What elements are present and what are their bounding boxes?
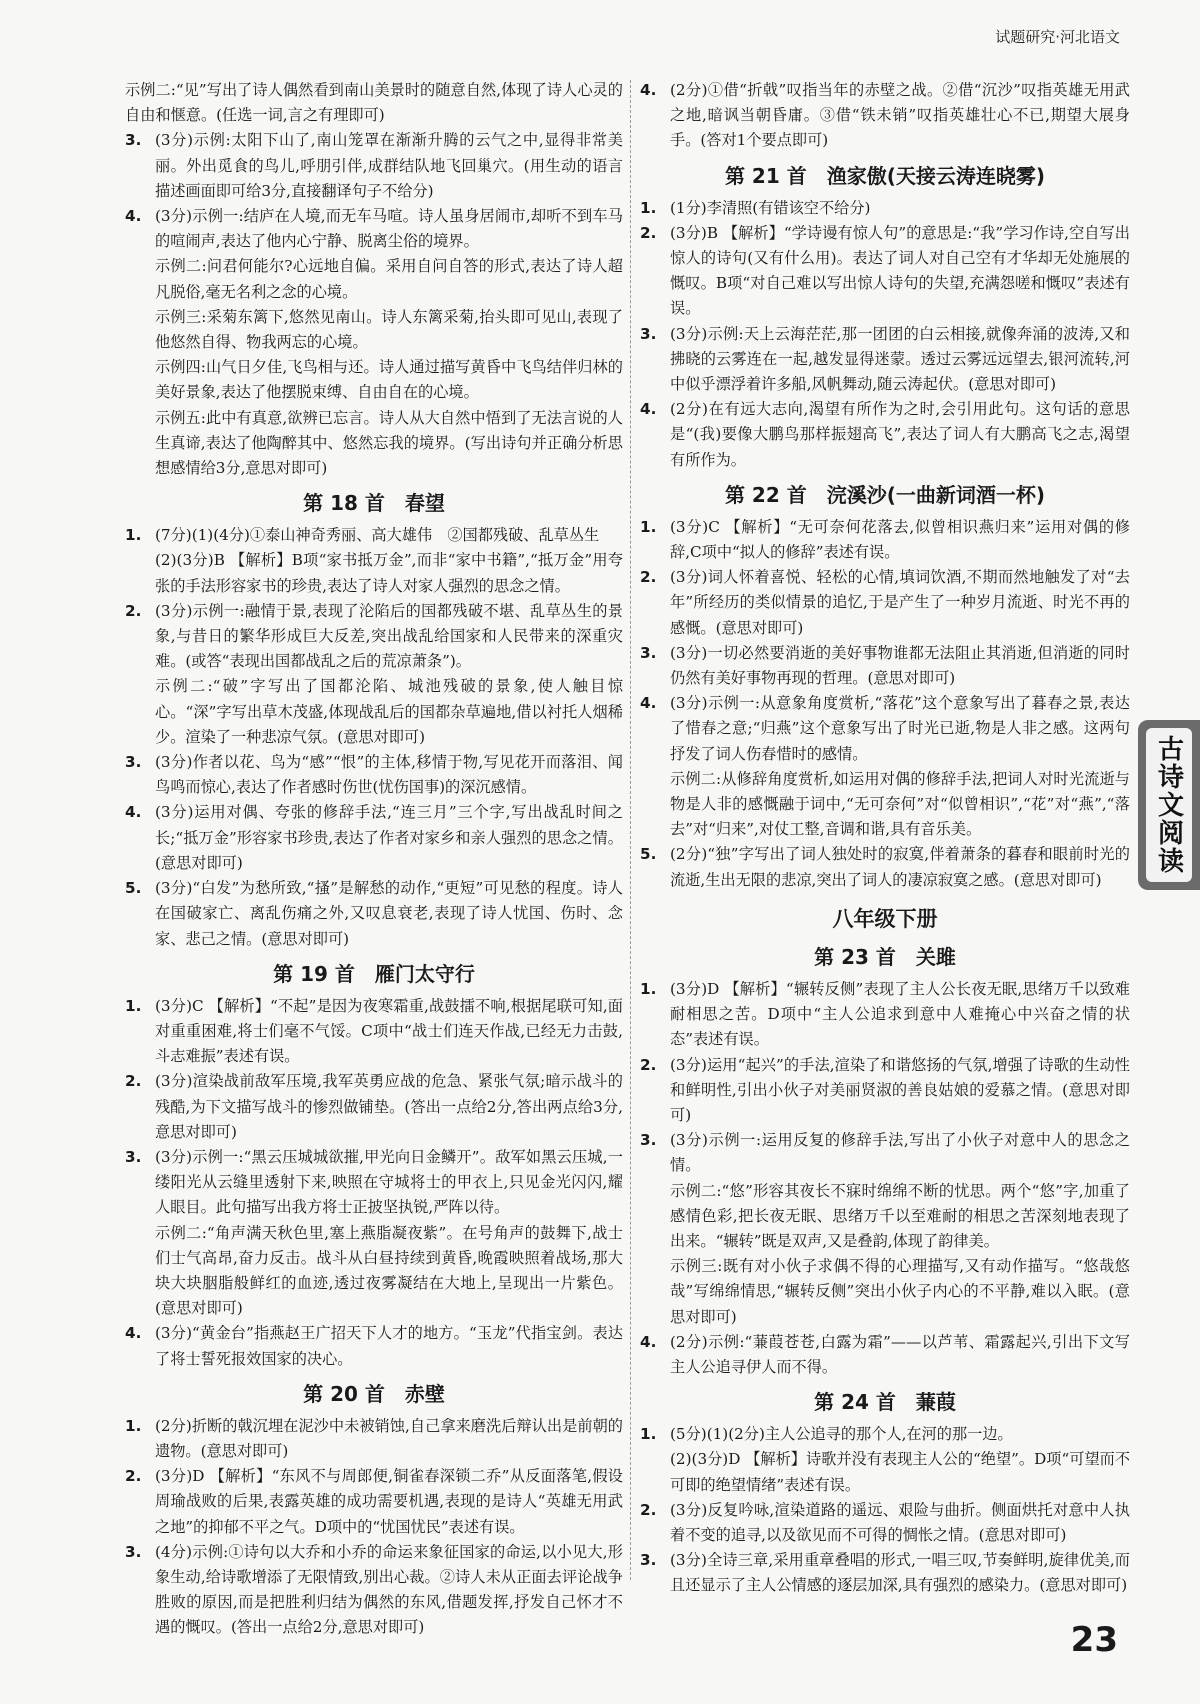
answer-line: 示例三:既有对小伙子求偶不得的心理描写,又有动作描写。“悠哉悠哉”写绵绵情思,“辗转反侧”突出小伙子内心的不平静,难以入眠。(意思对即可) — [670, 1257, 1130, 1326]
question-3: 3. (4分)示例:①诗句以大乔和小乔的命运来象征国家的命运,以小见大,形象生动,给诗歌增添了无限情致,别出心裁。②诗人未从正面去评论战争胜败的原因,而是把胜利归结为偶然的东风,借题发挥,抒发自己怀才不遇的慨叹。(答出一点给2分,意思对即可) — [125, 1542, 623, 1637]
answer-line: 示例二:从修辞角度赏析,如运用对偶的修辞手法,把词人对时光流逝与物是人非的感慨融于词中,“无可奈何”对“似曾相识”,“花”对“燕”,“落去”对“归来”,对仗工整,音调和谐,具有音乐美。 — [670, 769, 1130, 839]
answer-line: 示例二:“破”字写出了国都沦陷、城池残破的景象,使人触目惊心。“深”字写出草木茂盛,体现战乱后的国都杂草遍地,借以衬托人烟稀少。渲染了一种悲凉气氛。(意思对即可) — [155, 677, 623, 746]
question-5: 5. (3分)“白发”为愁所致,“搔”是解愁的动作,“更短”可见愁的程度。诗人在国破家亡、离乱伤痛之外,又叹息衰老,表现了诗人忧国、伤时、念家、悲己之情。(意思对即可) — [125, 879, 623, 948]
answer-line: 示例二:“角声满天秋色里,塞上燕脂凝夜紫”。在号角声的鼓舞下,战士们士气高昂,奋力反击。战斗从白昼持续到黄昏,晚霞映照着战场,那大块大块胭脂般鲜红的血迹,透过夜雾凝结在大地上,呈现出一片紫色。(意思对即可) — [155, 1223, 623, 1318]
question-4: 4. (3分)运用对偶、夸张的修辞手法,“连三月”三个字,写出战乱时间之长;“抵万金”形容家书珍贵,表达了作者对家乡和亲人强烈的思念之情。(意思对即可) — [125, 803, 623, 872]
side-tab-label: 古诗文阅读 — [1146, 728, 1192, 882]
side-tab — [1138, 720, 1200, 890]
question-4: 4. (2分)在有远大志向,渴望有所作为之时,会引用此句。这句话的意思是“(我)要像大鹏鸟那样振翅高飞”,表达了词人有大鹏高飞之志,渴望有所作为。 — [640, 400, 1130, 469]
question-4: 4. (3分)“黄金台”指燕赵王广招天下人才的地方。“玉龙”代指宝剑。表达了将士誓死报效国家的决心。 — [125, 1324, 623, 1368]
question-3: 3. (3分)示例:天上云海茫茫,那一团团的白云相接,就像奔涌的波涛,又和拂晓的云雾连在一起,越发显得迷蒙。透过云雾远远望去,银河流转,河中似乎漂浮着许多船,风帆舞动,随云涛起伏。(意思对即可) — [640, 324, 1130, 394]
question-4: 4. (3分)示例一:结庐在人境,而无车马喧。诗人虽身居闹市,却听不到车马的喧闹声,表达了他内心宁静、脱离尘俗的境界。 — [125, 207, 623, 251]
intro-paragraph: 示例二:“见”写出了诗人偶然看到南山美景时的随意自然,体现了诗人心灵的自由和惬意。(任选一词,言之有理即可) — [125, 81, 623, 125]
question-4: 4. (2分)①借“折戟”叹指当年的赤壁之战。②借“沉沙”叹指英雄无用武之地,暗讽当朝昏庸。③借“铁未销”叹指英雄壮心不已,期望大展身手。(答对1个要点即可) — [640, 81, 1130, 150]
answer-line: 示例二:“悠”形容其夜长不寐时绵绵不断的忧思。两个“悠”字,加重了感情色彩,把长夜无眠、思绪万千以至难耐的相思之苦深刻地表现了出来。“辗转”既是双声,又是叠韵,体现了韵律美。 — [670, 1181, 1130, 1250]
question-1: 1. (3分)C 【解析】“不起”是因为夜寒霜重,战鼓擂不响,根据尾联可知,面对重重困难,将士们毫不气馁。C项中“战士们连天作战,已经无力击鼓,斗志难振”表述有误。 — [125, 996, 623, 1066]
section-title-24: 第 24 首 蒹葭 — [814, 1390, 956, 1415]
question-3: 3. (3分)全诗三章,采用重章叠唱的形式,一唱三叹,节奏鲜明,旋律优美,而且还显示了主人公情感的逐层加深,具有强烈的感染力。(意思对即可) — [640, 1551, 1130, 1595]
question-2: 2. (3分)运用“起兴”的手法,渲染了和谐悠扬的气氛,增强了诗歌的生动性和鲜明性,引出小伙子对美丽贤淑的善良姑娘的爱慕之情。(意思对即可) — [640, 1055, 1130, 1124]
section-title-23: 第 23 首 关雎 — [814, 944, 956, 969]
question-2: 2. (3分)示例一:融情于景,表现了沦陷后的国都残破不堪、乱草丛生的景象,与昔日的繁华形成巨大反差,突出战乱给国家和人民带来的深重灾难。(或答“表现出国都战乱之后的荒凉萧条”)。 — [125, 601, 623, 671]
question-1: 1. (7分)(1)(4分)①泰山神奇秀丽、高大雄伟 ②国都残破、乱草丛生 — [125, 526, 600, 545]
section-title-19: 第 19 首 雁门太守行 — [273, 961, 475, 986]
grade-heading: 八年级下册 — [832, 906, 938, 931]
question-4: 4. (2分)示例:“蒹葭苍苍,白露为霜”——以芦苇、霜露起兴,引出下文写主人公追寻伊人而不得。 — [640, 1332, 1130, 1376]
answer-line: 示例三:采菊东篱下,悠然见南山。诗人东篱采菊,抬头即可见山,表现了他悠然自得、物我两忘的心境。 — [155, 307, 623, 352]
column-divider — [630, 80, 631, 1580]
section-title-21: 第 21 首 渔家傲(天接云涛连晓雾) — [724, 163, 1046, 188]
question-1: 1. (3分)D 【解析】“辗转反侧”表现了主人公长夜无眠,思绪万千以致难耐相思之苦。D项中“主人公追求到意中人难掩心中兴奋之情的状态”表述有误。 — [640, 979, 1130, 1049]
page-number: 23 — [1070, 1620, 1118, 1660]
question-1: 1. (5分)(1)(2分)主人公追寻的那个人,在河的那一边。 — [640, 1425, 1013, 1444]
answer-line: (2)(3分)B 【解析】B项“家书抵万金”,而非“家中书籍”,“抵万金”用夸张的手法形容家书的珍贵,表达了诗人对家人强烈的思念之情。 — [155, 551, 623, 595]
question-3: 3. (3分)作者以花、鸟为“感”“恨”的主体,移情于物,写见花开而落泪、闻鸟鸣而惊心,表达了作者感时伤世(忧伤国事)的深沉感情。 — [125, 753, 623, 797]
left-column — [125, 78, 623, 1641]
question-3: 3. (3分)一切必然要消逝的美好事物谁都无法阻止其消逝,但消逝的同时仍然有美好事物再现的哲理。(意思对即可) — [640, 643, 1130, 688]
question-2: 2. (3分)词人怀着喜悦、轻松的心情,填词饮酒,不期而然地触发了对“去年”所经历的类似情景的追忆,于是产生了一种岁月流逝、时光不再的感慨。(意思对即可) — [640, 568, 1130, 637]
answer-line: 示例四:山气日夕佳,飞鸟相与还。诗人通过描写黄昏中飞鸟结伴归林的美好景象,表达了他摆脱束缚、自由自在的心境。 — [155, 358, 623, 402]
question-2: 2. (3分)D 【解析】“东风不与周郎便,铜雀春深锁二乔”从反面落笔,假设周瑜战败的后果,表露英雄的成功需要机遇,表现的是诗人“英雄无用武之地”的抑郁不平之气。D项中的“忧国忧民”表述有误。 — [125, 1467, 623, 1536]
section-title-20: 第 20 首 赤壁 — [303, 1381, 445, 1406]
answer-line: (2)(3分)D 【解析】诗歌并没有表现主人公的“绝望”。D项“可望而不可即的绝望情绪”表述有误。 — [670, 1450, 1131, 1494]
question-3: 3. (3分)示例一:“黑云压城城欲摧,甲光向日金鳞开”。敌军如黑云压城,一缕阳光从云缝里透射下来,映照在守城将士的甲衣上,只见金光闪闪,耀人眼目。此句描写出我方将士正披坚执锐,严阵以待。 — [125, 1147, 623, 1217]
section-title-22: 第 22 首 浣溪沙(一曲新词酒一杯) — [724, 482, 1046, 507]
answer-line: 示例二:问君何能尔?心远地自偏。采用自问自答的形式,表达了诗人超凡脱俗,毫无名利之念的心境。 — [155, 257, 623, 301]
answer-line: 示例五:此中有真意,欲辨已忘言。诗人从大自然中悟到了无法言说的人生真谛,表达了他陶醉其中、悠然忘我的境界。(写出诗句并正确分析思想感情给3分,意思对即可) — [155, 408, 623, 478]
question-1: 1. (1分)李清照(有错该空不给分) — [640, 198, 871, 217]
page-header: 试题研究·河北语文 — [995, 28, 1120, 46]
question-3: 3. (3分)示例:太阳下山了,南山笼罩在渐渐升腾的云气之中,显得非常美丽。外出觅食的鸟儿,呼朋引伴,成群结队地飞回巢穴。(用生动的语言描述画面即可给3分,直接翻译句子不给分) — [125, 131, 623, 200]
question-1: 1. (3分)C 【解析】“无可奈何花落去,似曾相识燕归来”运用对偶的修辞,C项中“拟人的修辞”表述有误。 — [640, 517, 1130, 562]
question-4: 4. (3分)示例一:从意象角度赏析,“落花”这个意象写出了暮春之景,表达了惜春之意;“归燕”这个意象写出了时光已逝,物是人非之感。这两句抒发了词人伤春惜时的感情。 — [640, 694, 1130, 763]
question-3: 3. (3分)示例一:运用反复的修辞手法,写出了小伙子对意中人的思念之情。 — [640, 1131, 1130, 1175]
question-5: 5. (2分)“独”字写出了词人独处时的寂寞,伴着萧条的暮春和眼前时光的流逝,生出无限的悲凉,突出了词人的凄凉寂寞之感。(意思对即可) — [640, 845, 1130, 889]
question-2: 2. (3分)反复吟咏,渲染道路的遥远、艰险与曲折。侧面烘托对意中人执着不变的追寻,以及欲见而不可得的惆怅之情。(意思对即可) — [640, 1500, 1130, 1544]
right-column — [640, 78, 1130, 1599]
section-title-18: 第 18 首 春望 — [303, 491, 445, 516]
question-1: 1. (2分)折断的戟沉埋在泥沙中未被销蚀,自己拿来磨洗后辩认出是前朝的遗物。(意思对即可) — [125, 1416, 623, 1460]
question-2: 2. (3分)B 【解析】“学诗谩有惊人句”的意思是:“我”学习作诗,空自写出惊人的诗句(又有什么用)。表达了词人对自己空有才华却无处施展的慨叹。B项“对自己难以写出惊人诗句的失望,充满怨嗟和慨叹”表述有误。 — [640, 223, 1130, 318]
question-2: 2. (3分)渲染战前敌军压境,我军英勇应战的危急、紧张气氛;暗示战斗的残酷,为下文描写战斗的惨烈做铺垫。(答出一点给2分,答出两点给3分,意思对即可) — [125, 1072, 623, 1141]
